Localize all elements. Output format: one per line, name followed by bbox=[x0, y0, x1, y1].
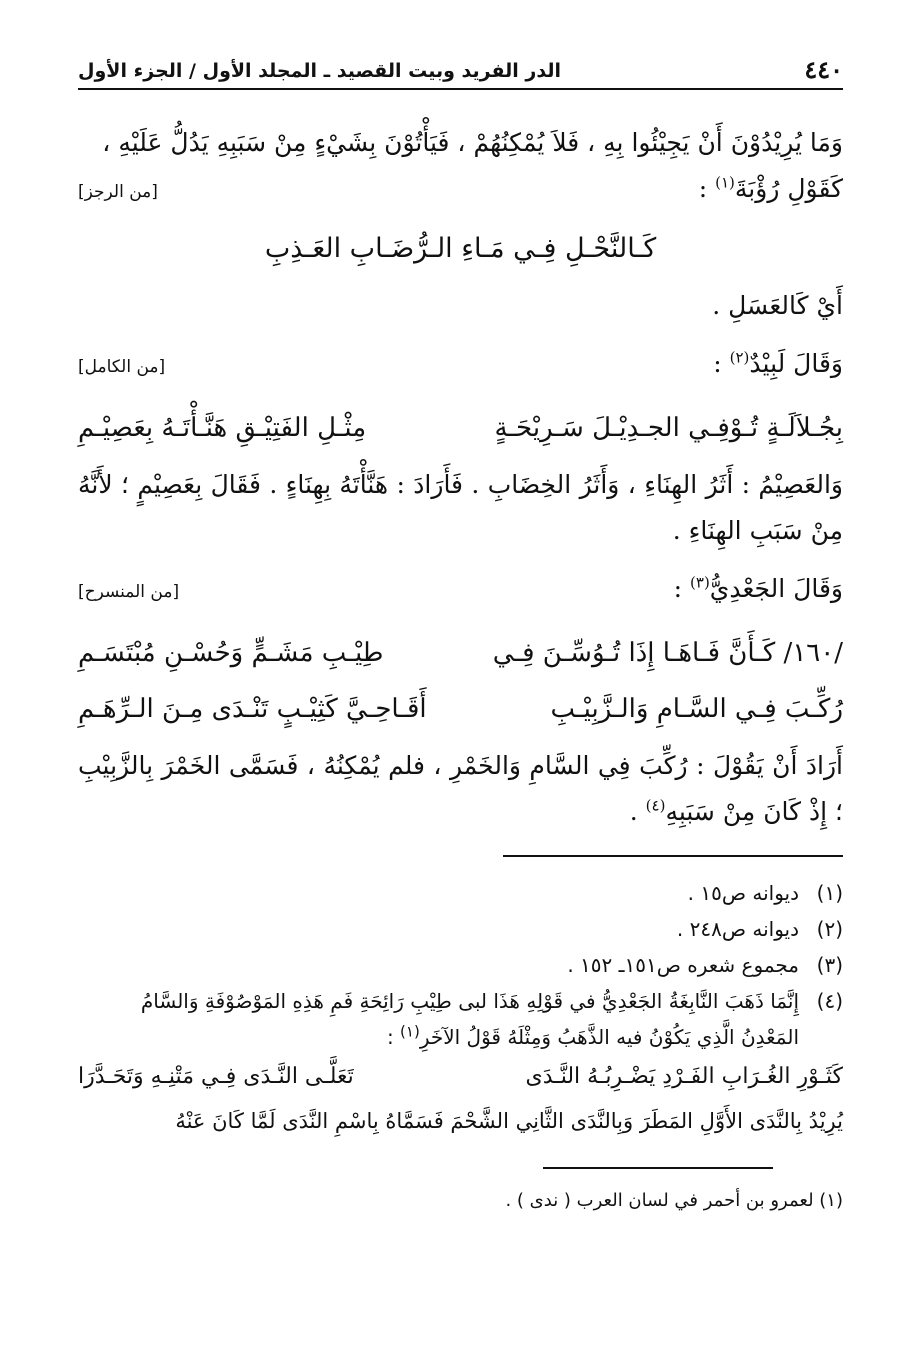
footnote-text: ديوانه ص١٥ . bbox=[687, 881, 799, 905]
colon: : bbox=[713, 349, 730, 378]
verse-jadi-2 bbox=[78, 681, 843, 737]
footnote-number: (١) bbox=[816, 881, 843, 905]
footnote-explanation: يُرِيْدُ بِالنَّدَى الأَوَّلِ المَطَرَ وَبِالنَّدَى الثَّانِي الشَّحْمَ فَسَمَّاهُ بِاسْمِ النَّدَى لَمَّا كَانَ عَنْهُ bbox=[175, 1109, 843, 1133]
meter-label-kamil: [من الكامل] bbox=[78, 357, 166, 377]
footnote-number: (٣) bbox=[816, 953, 843, 977]
meter-label-munsarih: [من المنسرح] bbox=[78, 582, 180, 602]
footnote-separator bbox=[503, 855, 843, 857]
quote-intro-jadi-line bbox=[78, 566, 843, 615]
quote-intro-labid: وَقَالَ لَبِيْدٌ bbox=[749, 349, 843, 378]
quote-intro-ruba: كَقَوْلِ رُؤْبَةَ bbox=[734, 174, 843, 203]
paragraph-6-text: أَرَادَ أَنْ يَقُوْلَ : رُكِّبَ فِي السَّامِ وَالخَمْرِ ، فلم يُمْكِنُهُ ، فَسَمَّى الخَمْرَ بِالزَّبِيْبِ ؛ إِذْ كَانَ مِنْ سَبَبِهِ bbox=[78, 751, 843, 826]
footnote-ref-2: (٢) bbox=[729, 348, 750, 367]
paragraph-1-line-1: وَمَا يُرِيْدُوْنَ أَنْ يَجِيْئُوا بِهِ ، فَلاَ يُمْكِنُهُمْ ، فَيَأْتُوْنَ بِشَيْءٍ مِنْ سَبَبِهِ يَدُلُّ عَلَيْهِ ، bbox=[102, 128, 843, 157]
page-number: ٤٤٠ bbox=[804, 55, 843, 84]
footnote-2 bbox=[78, 911, 843, 947]
verse-labid bbox=[78, 400, 843, 456]
footnote-4 bbox=[78, 983, 843, 1055]
footnote-ref-4: (٤) bbox=[645, 796, 666, 815]
footnote-verse-second-hemistich: تَعَلَّـى النَّـدَى فِـي مَتْنِـهِ وَتَحَـدَّرَا bbox=[78, 1064, 354, 1089]
verse-labid-first-hemistich: بِجُـلاَلَـةٍ تُـوْفِـي الجـدِيْـلَ سَـرِيْحَـةٍ bbox=[494, 413, 843, 443]
verse-jadi-2-second-hemistich: أَقَـاحِـيَّ كَثِيْـبٍ تَنْـدَى مِـنَ الـرِّهَـمِ bbox=[78, 694, 427, 724]
sub-footnote-separator bbox=[543, 1167, 773, 1169]
verse-jadi-2-first-hemistich: رُكِّـبَ فِـي السَّـامِ وَالـزَّبِيْـبِ bbox=[550, 694, 843, 724]
footnote-verse-first-hemistich: كَثَـوْرِ الغُـرَابِ الفَـرْدِ يَضْـرِبُـهُ النَّـدَى bbox=[525, 1064, 843, 1089]
sub-footnote-ref: (١) bbox=[400, 1022, 420, 1041]
verse-labid-second-hemistich: مِثْـلِ الفَتِيْـقِ هَنَّـأْتَـهُ بِعَصِيْـمِ bbox=[78, 413, 367, 443]
page-header bbox=[78, 48, 843, 90]
footnote-number: (٢) bbox=[816, 917, 843, 941]
verse-jadi-1-first-hemistich: /١٦٠/ كَـأَنَّ فَـاهَـا إِذَا تُـوُسِّـنَ فِـي bbox=[492, 638, 843, 668]
footnote-3 bbox=[78, 947, 843, 983]
paragraph-1-line-2 bbox=[78, 166, 843, 215]
colon: : bbox=[673, 574, 691, 603]
quote-intro-labid-line bbox=[78, 341, 843, 390]
footnote-text: مجموع شعره ص١٥١ـ ١٥٢ . bbox=[567, 953, 799, 977]
colon: : bbox=[698, 174, 716, 203]
footnote-1 bbox=[78, 875, 843, 911]
footnote-text: إِنَّمَا ذَهَبَ النَّابِغَةُ الجَعْدِيُّ في قَوْلِهِ هَذَا لبى طِيْبِ رَائِحَةِ فَمِ هَذِهِ المَوْصُوْفَةِ وَالسَّامُ المَعْدِنُ الَّذِي يَكُوْنُ فيه الذَّهَبُ وَمِثْلَهُ قَوْلُ الآخَرِ bbox=[140, 989, 799, 1049]
verse-jadi-1 bbox=[78, 625, 843, 681]
quote-intro-jadi: وَقَالَ الجَعْدِيُّ bbox=[709, 574, 843, 603]
paragraph-2: أَيْ كَالعَسَلِ . bbox=[712, 291, 843, 320]
page-body bbox=[78, 120, 843, 1237]
footnote-verse bbox=[78, 1055, 843, 1099]
verse-jadi-1-second-hemistich: طِيْـبِ مَشَـمٍّ وَحُسْـنِ مُبْتَسَـمِ bbox=[78, 638, 384, 668]
footnote-text: ديوانه ص٢٤٨ . bbox=[676, 917, 799, 941]
colon: : bbox=[386, 1025, 401, 1049]
running-title: الدر الفريد وبيت القصيد ـ المجلد الأول / الجزء الأول bbox=[78, 60, 561, 82]
paragraph-4: وَالعَصِيْمُ : أَثَرُ الهِنَاءِ ، وَأَثَرُ الخِضَابِ . فَأَرَادَ : هَنَّأْتَهُ بِهِنَاءٍ . فَقَالَ بِعَصِيْمٍ ؛ لأَنَّهُ مِنْ سَبَبِ الهِنَاءِ . bbox=[78, 470, 843, 545]
footnotes bbox=[78, 875, 843, 1143]
hemistich-rajaz: كَـالنَّحْـلِ فِـي مَـاءِ الـرُّضَـابِ العَـذِبِ bbox=[264, 233, 657, 264]
meter-label-rajaz: [من الرجز] bbox=[78, 182, 158, 202]
sub-footnote: (١) لعمرو بن أحمر في لسان العرب ( ندى ) . bbox=[505, 1190, 843, 1211]
period: . bbox=[629, 797, 646, 826]
paragraph-6 bbox=[78, 743, 843, 835]
footnote-number: (٤) bbox=[816, 989, 843, 1013]
footnote-ref-3: (٣) bbox=[690, 573, 710, 592]
footnote-ref-1: (١) bbox=[715, 173, 735, 192]
